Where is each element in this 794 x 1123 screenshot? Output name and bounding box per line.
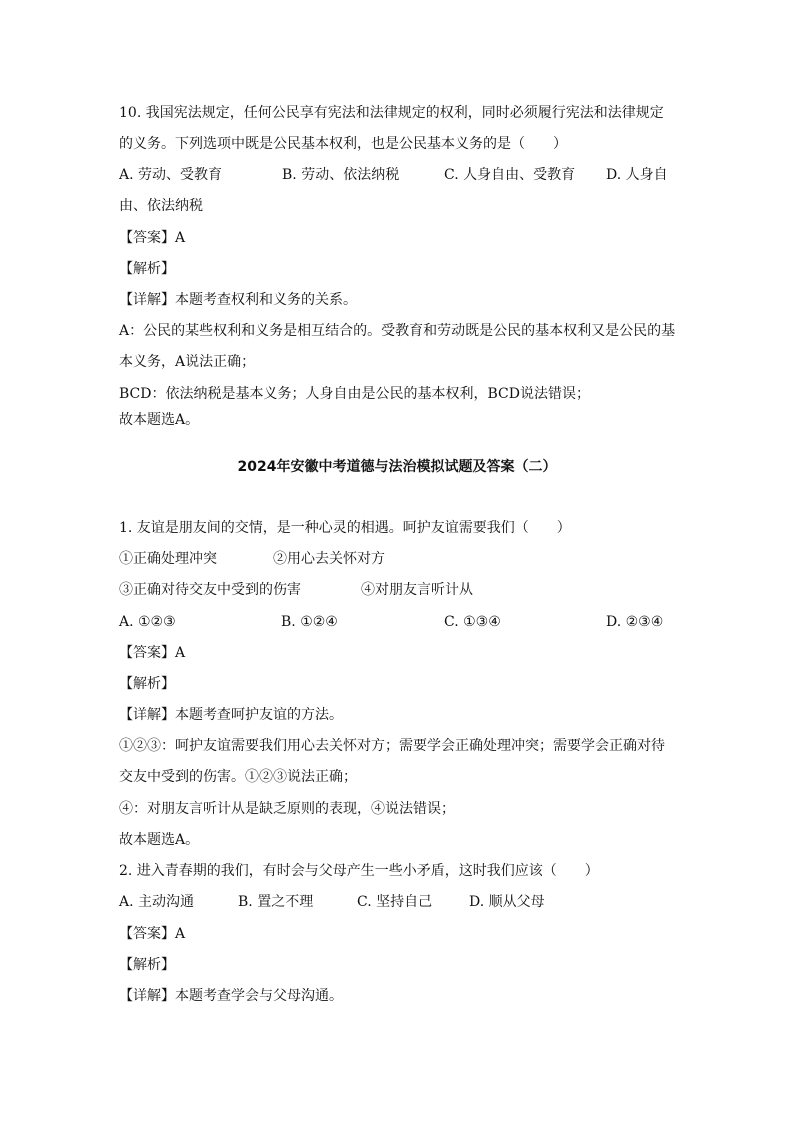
q10-option-b: B. 劳动、依法纳税 (282, 167, 400, 183)
q1-option-c: C. ①③④ (444, 614, 501, 630)
q1-option-b: B. ①②④ (281, 614, 338, 630)
q10-option-a: A. 劳动、受教育 (119, 167, 223, 183)
q2-answer: 【答案】A (119, 926, 186, 942)
q1-analysis-label: 【解析】 (119, 676, 175, 692)
q2-option-d: D. 顺从父母 (469, 894, 545, 910)
q1-detail: 【详解】本题考查呵护友谊的方法。 (119, 707, 343, 723)
q10-analysis-label: 【解析】 (119, 261, 175, 277)
q10-answer: 【答案】A (119, 230, 186, 246)
q1-item1: ①正确处理冲突 (119, 551, 217, 567)
q10-explanation-line3: BCD：依法纳税是基本义务；人身自由是公民的基本权利，BCD说法错误； (119, 386, 590, 402)
q2-option-c: C. 坚持自己 (357, 894, 433, 910)
section-title: 2024年安徽中考道德与法治模拟试题及答案（二） (237, 459, 557, 475)
q2-option-a: A. 主动沟通 (119, 894, 195, 910)
q2-analysis-label: 【解析】 (119, 957, 175, 973)
q1-conclusion: 故本题选A。 (119, 832, 200, 848)
q1-explanation-line2: 交友中受到的伤害。①②③说法正确； (119, 769, 357, 785)
q10-option-d-continued: 由、依法纳税 (119, 198, 203, 214)
q1-option-d: D. ②③④ (606, 614, 664, 630)
q1-stem: 1. 友谊是朋友间的交情，是一种心灵的相遇。呵护友谊需要我们（ ） (119, 520, 571, 536)
q1-explanation-line3: ④：对朋友言听计从是缺乏原则的表现，④说法错误； (119, 801, 455, 817)
q10-explanation-line1: A：公民的某些权利和义务是相互结合的。受教育和劳动既是公民的基本权利又是公民的基 (119, 323, 676, 339)
q10-option-d: D. 人身自 (606, 167, 668, 183)
q10-stem-line2: 的义务。下列选项中既是公民基本权利，也是公民基本义务的是（ ） (119, 136, 567, 152)
q10-option-c: C. 人身自由、受教育 (444, 167, 576, 183)
q1-item3: ③正确对待交友中受到的伤害 (119, 582, 301, 598)
q1-option-a: A. ①②③ (119, 614, 176, 630)
q10-conclusion: 故本题选A。 (119, 412, 200, 428)
q2-detail: 【详解】本题考查学会与父母沟通。 (119, 988, 343, 1004)
q10-detail: 【详解】本题考查权利和义务的关系。 (119, 292, 357, 308)
q10-stem-line1: 10. 我国宪法规定，任何公民享有宪法和法律规定的权利，同时必须履行宪法和法律规定 (119, 105, 664, 121)
q1-answer: 【答案】A (119, 645, 186, 661)
q1-item2: ②用心去关怀对方 (273, 551, 385, 567)
q1-explanation-line1: ①②③：呵护友谊需要我们用心去关怀对方；需要学会正确处理冲突；需要学会正确对待 (119, 738, 665, 754)
q2-option-b: B. 置之不理 (238, 894, 314, 910)
q1-item4: ④对朋友言听计从 (361, 582, 473, 598)
q10-explanation-line2: 本义务，A说法正确； (119, 354, 256, 370)
q2-stem: 2. 进入青春期的我们，有时会与父母产生一些小矛盾，这时我们应该（ ） (119, 863, 599, 879)
